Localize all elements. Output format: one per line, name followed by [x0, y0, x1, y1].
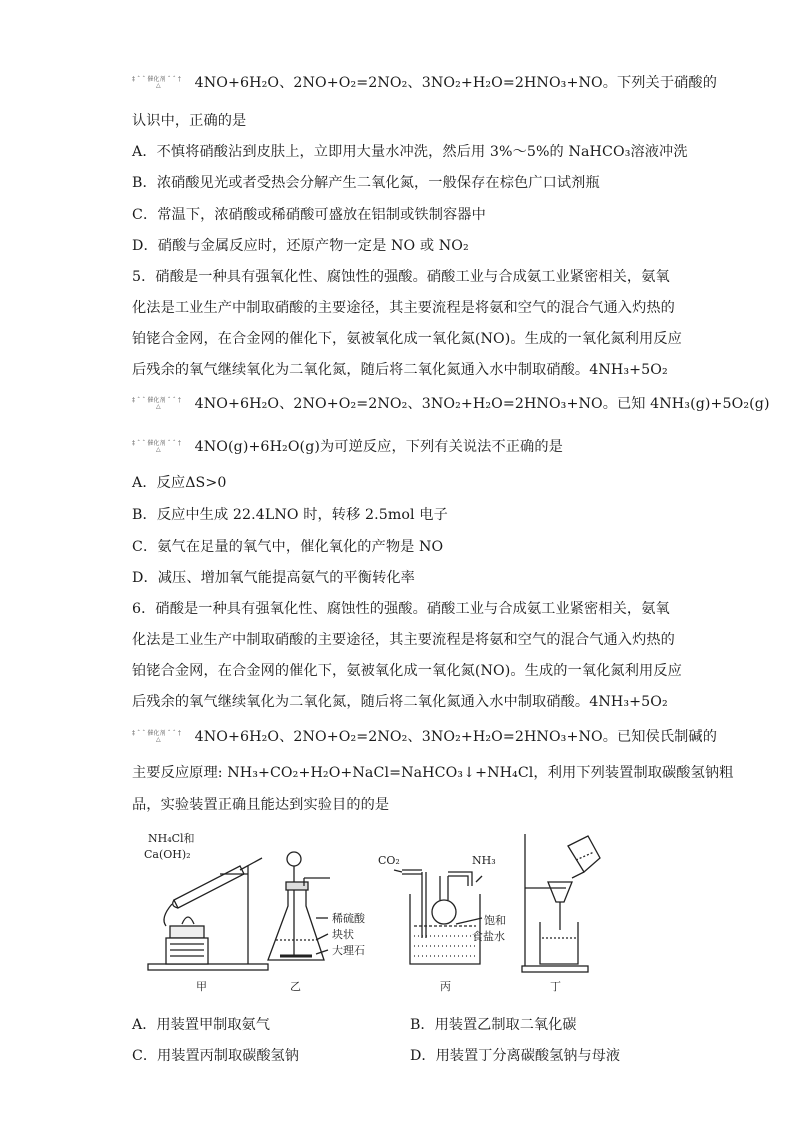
q6-stem-line6: 主要反应原理: NH₃+CO₂+H₂O+NaCl=NaHCO₃↓+NH₄Cl，利用下列装置制取碳酸氢钠粗: [132, 765, 734, 781]
label-saturated: 饱和: [484, 914, 506, 927]
q6-option-b: B．用装置乙制取二氧化碳: [410, 1017, 577, 1033]
q6-stem-line1: 6．硝酸是一种具有强氧化性、腐蚀性的强酸。硝酸工业与合成氨工业紧密相关，氨氧: [132, 601, 670, 617]
reaction-condition-mark: ‡ ˆ ˆ 催化剂 ˆ ˆ † △: [132, 397, 181, 410]
apparatus-ding: [522, 834, 600, 972]
apparatus-bing: [394, 870, 482, 964]
q6-equation-line: ‡ ˆ ˆ 催化剂 ˆ ˆ † △ 4NO+6H₂O、2NO+O₂=2NO₂、3NO₂+H₂O=2HNO₃+NO。已知侯氏制碱的: [132, 729, 717, 745]
q5-equation-line: ‡ ˆ ˆ 催化剂 ˆ ˆ † △ 4NO+6H₂O、2NO+O₂=2NO₂、3NO₂+H₂O=2HNO₃+NO。已知 4NH₃(g)+5O₂(g): [132, 396, 770, 412]
q6-option-c: C．用装置丙制取碳酸氢钠: [132, 1048, 299, 1064]
label-nh3: NH₃: [472, 854, 496, 867]
apparatus-yi: [268, 852, 330, 960]
label-lump: 块状: [332, 928, 354, 941]
label-ding: 丁: [550, 980, 561, 993]
q4-stem-end: 认识中，正确的是: [132, 113, 247, 129]
q6-option-a: A．用装置甲制取氨气: [132, 1017, 270, 1033]
label-marble: 大理石: [332, 944, 365, 957]
apparatus-jia: [148, 858, 268, 970]
label-bing: 丙: [440, 980, 451, 993]
q6-stem-line2: 化法是工业生产中制取硝酸的主要途径，其主要流程是将氨和空气的混合气通入灼热的: [132, 632, 675, 648]
q5-stem-line3: 铂铑合金网，在合金网的催化下，氨被氧化成一氧化氮(NO)。生成的一氧化氮利用反应: [132, 331, 682, 347]
q5-stem-line1: 5．硝酸是一种具有强氧化性、腐蚀性的强酸。硝酸工业与合成氨工业紧密相关，氨氧: [132, 269, 670, 285]
q4-option-c: C．常温下，浓硝酸或稀硝酸可盛放在铝制或铁制容器中: [132, 207, 486, 223]
reaction-condition-mark: ‡ ˆ ˆ 催化剂 ˆ ˆ † △: [132, 730, 181, 743]
q4-option-d: D．硝酸与金属反应时，还原产物一定是 NO 或 NO₂: [132, 238, 469, 254]
q4-option-b: B．浓硝酸见光或者受热会分解产生二氧化氮，一般保存在棕色广口试剂瓶: [132, 175, 600, 191]
q6-stem-line4: 后残余的氧气继续氧化为二氧化氮，随后将二氧化氮通入水中制取硝酸。4NH₃+5O₂: [132, 694, 668, 710]
q6-stem-line3: 铂铑合金网，在合金网的催化下，氨被氧化成一氧化氮(NO)。生成的一氧化氮利用反应: [132, 663, 682, 679]
q4-equation-line: ‡ ˆ ˆ 催化剂 ˆ ˆ † △ 4NO+6H₂O、2NO+O₂=2NO₂、3NO₂+H₂O=2HNO₃+NO。下列关于硝酸的: [132, 75, 717, 91]
q5-option-c: C．氨气在足量的氧气中，催化氧化的产物是 NO: [132, 539, 444, 555]
q5-option-b: B．反应中生成 22.4LNO 时，转移 2.5mol 电子: [132, 507, 448, 523]
label-co2: CO₂: [378, 854, 400, 867]
q5-equation-line2: ‡ ˆ ˆ 催化剂 ˆ ˆ † △ 4NO(g)+6H₂O(g)为可逆反应，下列有关说法不正确的是: [132, 439, 563, 455]
label-dilute-h2so4: 稀硫酸: [332, 912, 365, 925]
q5-option-a: A．反应ΔS>0: [132, 475, 227, 491]
q5-option-d: D．减压、增加氧气能提高氨气的平衡转化率: [132, 570, 415, 586]
label-brine: 食盐水: [472, 930, 505, 943]
label-yi: 乙: [290, 980, 301, 993]
q6-option-d: D．用装置丁分离碳酸氢钠与母液: [410, 1048, 621, 1064]
q5-stem-line2: 化法是工业生产中制取硝酸的主要途径，其主要流程是将氨和空气的混合气通入灼热的: [132, 300, 675, 316]
q5-stem-line4: 后残余的氧气继续氧化为二氧化氮，随后将二氧化氮通入水中制取硝酸。4NH₃+5O₂: [132, 362, 668, 378]
q6-stem-line7: 品，实验装置正确且能达到实验目的的是: [132, 797, 390, 813]
q4-option-a: A．不慎将硝酸沾到皮肤上，立即用大量水冲洗，然后用 3%～5%的 NaHCO₃溶液冲洗: [132, 144, 688, 160]
reaction-condition-mark: ‡ ˆ ˆ 催化剂 ˆ ˆ † △: [132, 440, 181, 453]
apparatus-figure: [140, 826, 640, 996]
label-caoh2: Ca(OH)₂: [144, 848, 191, 861]
label-nh4cl: NH₄Cl和: [148, 832, 195, 845]
label-jia: 甲: [196, 980, 207, 993]
reaction-condition-mark: ‡ ˆ ˆ 催化剂 ˆ ˆ † △: [132, 76, 181, 89]
